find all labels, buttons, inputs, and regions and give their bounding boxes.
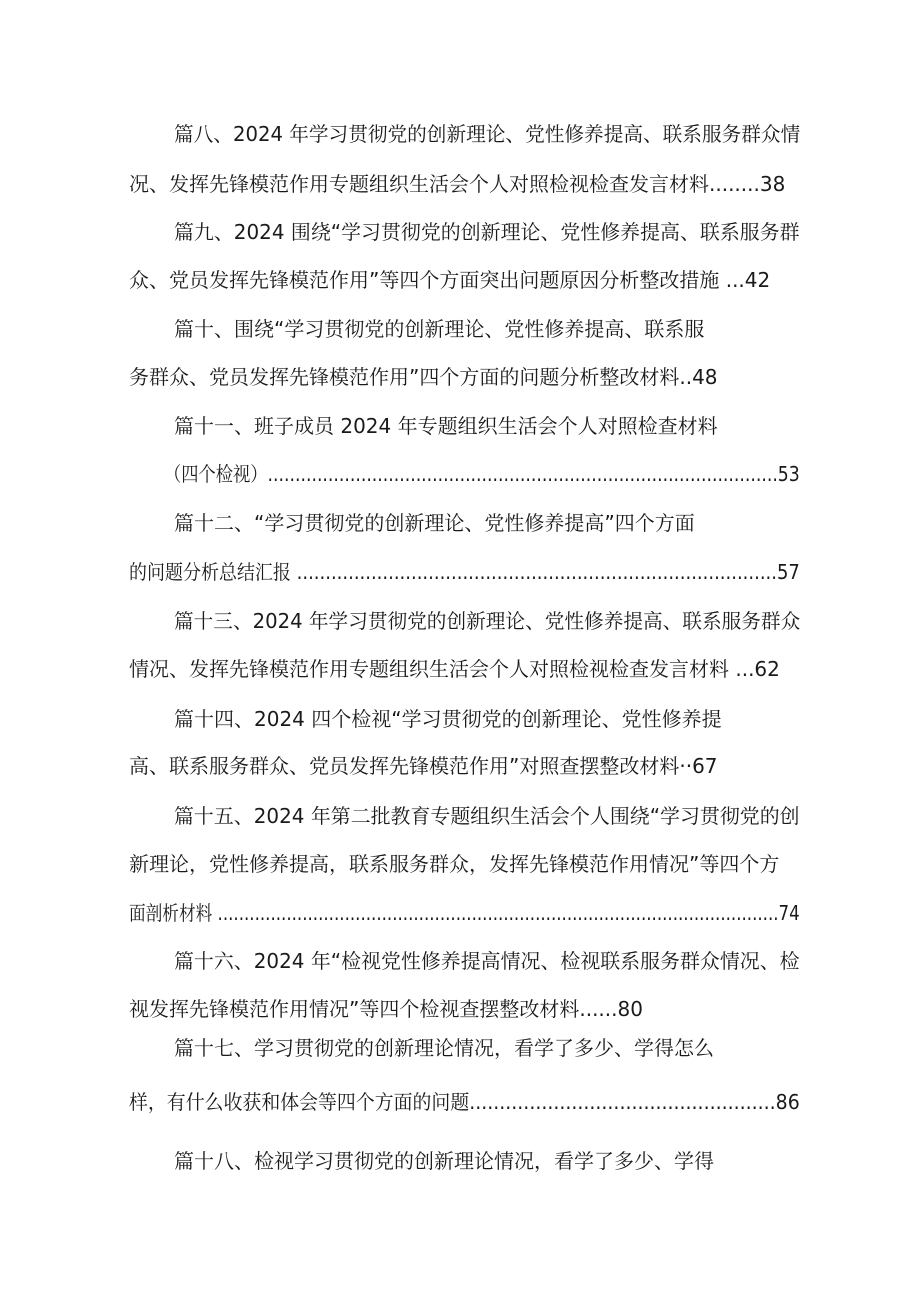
toc-entry-15-line-3: 面剖析材料 ..........................................................................................................74 bbox=[129, 901, 800, 925]
toc-entry-15-line-2: 新理论，党性修养提高，联系服务群众，发挥先锋模范作用情况”等四个方 bbox=[129, 852, 780, 876]
toc-entry-8-line-1: 篇八、2024 年学习贯彻党的创新理论、党性修养提高、联系服务群众情 bbox=[174, 122, 801, 146]
toc-entry-17-line-2: 样，有什么收获和体会等四个方面的问题...................................................86 bbox=[129, 1090, 800, 1114]
toc-entry-13-line-1: 篇十三、2024 年学习贯彻党的创新理论、党性修养提高、联系服务群众 bbox=[174, 609, 801, 633]
toc-entry-9-line-1: 篇九、2024 围绕“学习贯彻党的创新理论、党性修养提高、联系服务群 bbox=[174, 220, 800, 244]
toc-entry-10-line-2: 务群众、党员发挥先锋模范作用”四个方面的问题分析整改材料..48 bbox=[129, 365, 718, 389]
toc-entry-11-line-1: 篇十一、班子成员 2024 年专题组织生活会个人对照检查材料 bbox=[174, 414, 718, 438]
toc-entry-14-line-1: 篇十四、2024 四个检视“学习贯彻党的创新理论、党性修养提 bbox=[174, 707, 722, 731]
toc-entry-17-line-1: 篇十七、学习贯彻党的创新理论情况，看学了多少、学得怎么 bbox=[174, 1036, 714, 1060]
toc-entry-15-line-1: 篇十五、2024 年第二批教育专题组织生活会个人围绕“学习贯彻党的创 bbox=[174, 804, 800, 828]
toc-entry-12-line-2: 的问题分析总结汇报 ....................................................................................57 bbox=[129, 560, 800, 584]
toc-entry-16-line-1: 篇十六、2024 年“检视党性修养提高情况、检视联系服务群众情况、检 bbox=[174, 949, 800, 973]
toc-entry-10-line-1: 篇十、围绕“学习贯彻党的创新理论、党性修养提高、联系服 bbox=[174, 317, 705, 341]
toc-entry-18-line-1: 篇十八、检视学习贯彻党的创新理论情况，看学了多少、学得 bbox=[174, 1149, 714, 1173]
toc-entry-14-line-2: 高、联系服务群众、党员发挥先锋模范作用”对照查摆整改材料··67 bbox=[129, 754, 718, 778]
toc-entry-9-line-2: 众、党员发挥先锋模范作用”等四个方面突出问题原因分析整改措施 ...42 bbox=[129, 268, 771, 292]
toc-entry-16-line-2: 视发挥先锋模范作用情况”等四个检视查摆整改材料......80 bbox=[129, 997, 643, 1021]
toc-entry-12-line-1: 篇十二、“学习贯彻党的创新理论、党性修养提高”四个方面 bbox=[174, 511, 695, 535]
toc-entry-11-line-2: （四个检视）.............................................................................................53 bbox=[164, 462, 800, 486]
toc-entry-8-line-2: 况、发挥先锋模范作用专题组织生活会个人对照检视检查发言材料........38 bbox=[129, 172, 786, 196]
toc-entry-13-line-2: 情况、发挥先锋模范作用专题组织生活会个人对照检视检查发言材料 ...62 bbox=[129, 657, 780, 681]
